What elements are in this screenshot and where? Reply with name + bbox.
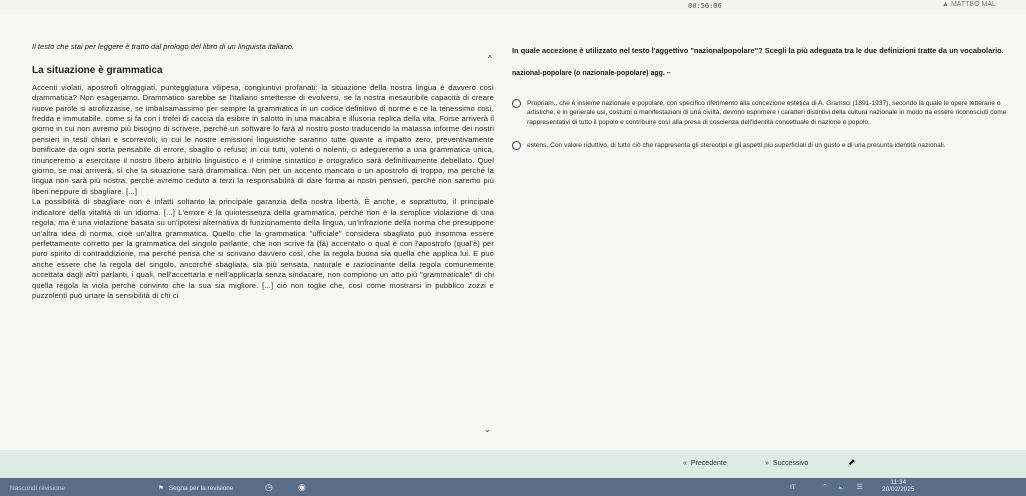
user-label: MATTEO MAL [950,1,996,8]
answer-option-text: Propriam., che è insieme nazionale e popolare, con specifico riferimento alla concezione estetica di A. Gramsci (1891-1937), secondo la quale le opere letterarie o artistiche, e in generale usi, costumi o manifestazioni di una civiltà, devono esprimere i caratteri distintivi della cultura nazionale in modo da essere riconosciuti come rappresentativi di tutto il popolo e contribuire così alla presa di coscienza dell'identità concettuale di nazione e popolo. [527,99,1007,126]
timer: 00:56:06 [688,2,722,10]
double-right-arrow-icon: » [765,460,769,467]
next-button[interactable] [765,460,808,467]
hide-review-button[interactable]: Nascondi revisione [10,485,65,492]
top-bar [0,0,1026,14]
user-badge [942,1,996,8]
flag-for-review-button[interactable] [158,484,234,492]
question-pane [512,46,1012,165]
navigation-bar [0,450,1026,478]
passage-title: La situazione è grammatica [32,65,163,77]
question-text: In quale accezione è utilizzato nel testo l'aggettivo "nazionalpopolare"? Scegli la più adeguata tra le due definizioni tratte da un vocabolario. [512,46,1004,55]
wifi-icon[interactable]: ☰ [856,484,863,491]
dictionary-term: nazional-popolare (o nazionale-popolare) agg. – [512,70,671,78]
passage-body [32,83,494,302]
answer-option-2[interactable] [512,141,1012,151]
mouse-cursor-icon: ⬈ [848,457,856,467]
user-icon: ▲ [942,1,949,8]
content-area [0,14,1026,450]
scroll-down-icon[interactable]: ⌄ [484,425,491,434]
language-indicator[interactable]: IT [790,484,796,491]
chevron-up-icon[interactable]: ⌃ [822,484,828,491]
target-icon[interactable]: ◉ [298,482,306,492]
reading-pane[interactable] [32,42,494,442]
radio-button[interactable] [512,141,521,150]
flag-label: Segna per la revisione [168,484,234,492]
passage-paragraph: La possibilità di sbagliare non è infatti soltanto la principale garanzia della nostra libertà. È anche, e soprattutto, il principale indicatore della vitalità di un idioma. [...] L'errore è la quintessenza della grammatica, perché non è la semplice violazione di una regola, ma è una violazione basata su un'ipotesi alternativa di funzionamento della lingua, un'infrazione della norma che presuppone un'altra idea di norma, cioè un'altra grammatica. Quello che la grammatica "ufficiale" considera sbagliato può insomma essere perfettamente corretto per la grammatica del singolo parlante, che non scrive fa (fà) accentato o qual è con l'apostrofo (qual'è) per puro spirito di contraddizione, ma perché pensa che si scrivano davvero così, che la regola buona sia quella che applica lui. E può anche essere che la regola del singolo, ancorché sbagliata, sia più sensata, naturale e raziocinante della regola comunemente accettata dagli altri parlanti, i quali, nell'accettarla e nell'applicarla senza sindacare, non compiono un atto più "grammaticale" di chi quella regola la viola perché convinto che la sua sia migliore. [...] ciò non toglie che, così come mostrarsi in pubblico zozzi e puzzolenti può urtare la sensibilità di chi ci [32,197,494,300]
scroll-up-icon[interactable]: ^ [488,54,492,63]
clock-date: 20/02/2025 [882,486,915,493]
answer-option-1[interactable] [512,99,1012,128]
clock-time: 11:34 [890,479,907,486]
intro-text: Il testo che stai per leggere è tratto dal prologo del libro di un linguista italiano. [32,42,295,51]
volume-icon[interactable]: 🔈 [837,484,847,491]
clock-icon[interactable]: ◷ [265,482,273,492]
system-tray [822,483,863,491]
passage-paragraph: Accenti violati, apostrofi oltraggiati, punteggiatura vilipesa, congiuntivi profanati: la situazione della nostra lingua è davvero così drammatica? Non esageriamo. Drammatico sarebbe se l'italiano smettesse di evolversi, se la nostra inesauribile capacità di creare nuove parole si atrofizzasse, se imbalsamassimo per sempre la grammatica in un codice definitivo di norme e ce la tenessimo così, fredda e immutabile, come si fa con i trofei di caccia da esibire in salotto in una macabra e illusoria replica della vita. Forse arriverà il giorno in cui non avremo più bisogno di scrivere, perché un software lo farà al nostro posto traducendo la matassa informe dei nostri pensieri in testi chiari e scorrevoli; in cui le nostre emissioni linguistiche saranno tutte quante a impatto zero, preventivamente bonificate da ogni sorta pensabile di errore, sbaglio o refuso; in cui tutti, volenti o nolenti, ci adegueremo a una grammatica unica, rinunceremo a esercitare il nostro libero arbitrio linguistico e il crimine sintattico e ortografico sarà definitivamente debellato. Quel giorno, se mai arriverà, sì che la situazione sarà drammatica. Non per un accento mancato o un apostrofo di troppo, ma perché la lingua non sarà più nostra, perché avremo ceduto a terzi la responsabilità di dare forma ai nostri pensieri, perché non saremo più liberi neppure di sbagliare. [...] [32,82,494,196]
next-label: Successivo [772,460,809,467]
taskbar [0,478,1026,496]
previous-label: Precedente [690,460,727,467]
clock[interactable] [882,479,915,493]
flag-icon: ⚑ [158,485,164,492]
answer-option-text: estens. Con valore riduttivo, di tutto ciò che rappresenta gli stereotipi e gli aspetti più superficiali di un gusto e di una presunta identità nazionali. [527,142,946,150]
radio-button[interactable] [512,99,521,108]
previous-button[interactable] [683,460,727,467]
double-left-arrow-icon: « [683,460,687,467]
